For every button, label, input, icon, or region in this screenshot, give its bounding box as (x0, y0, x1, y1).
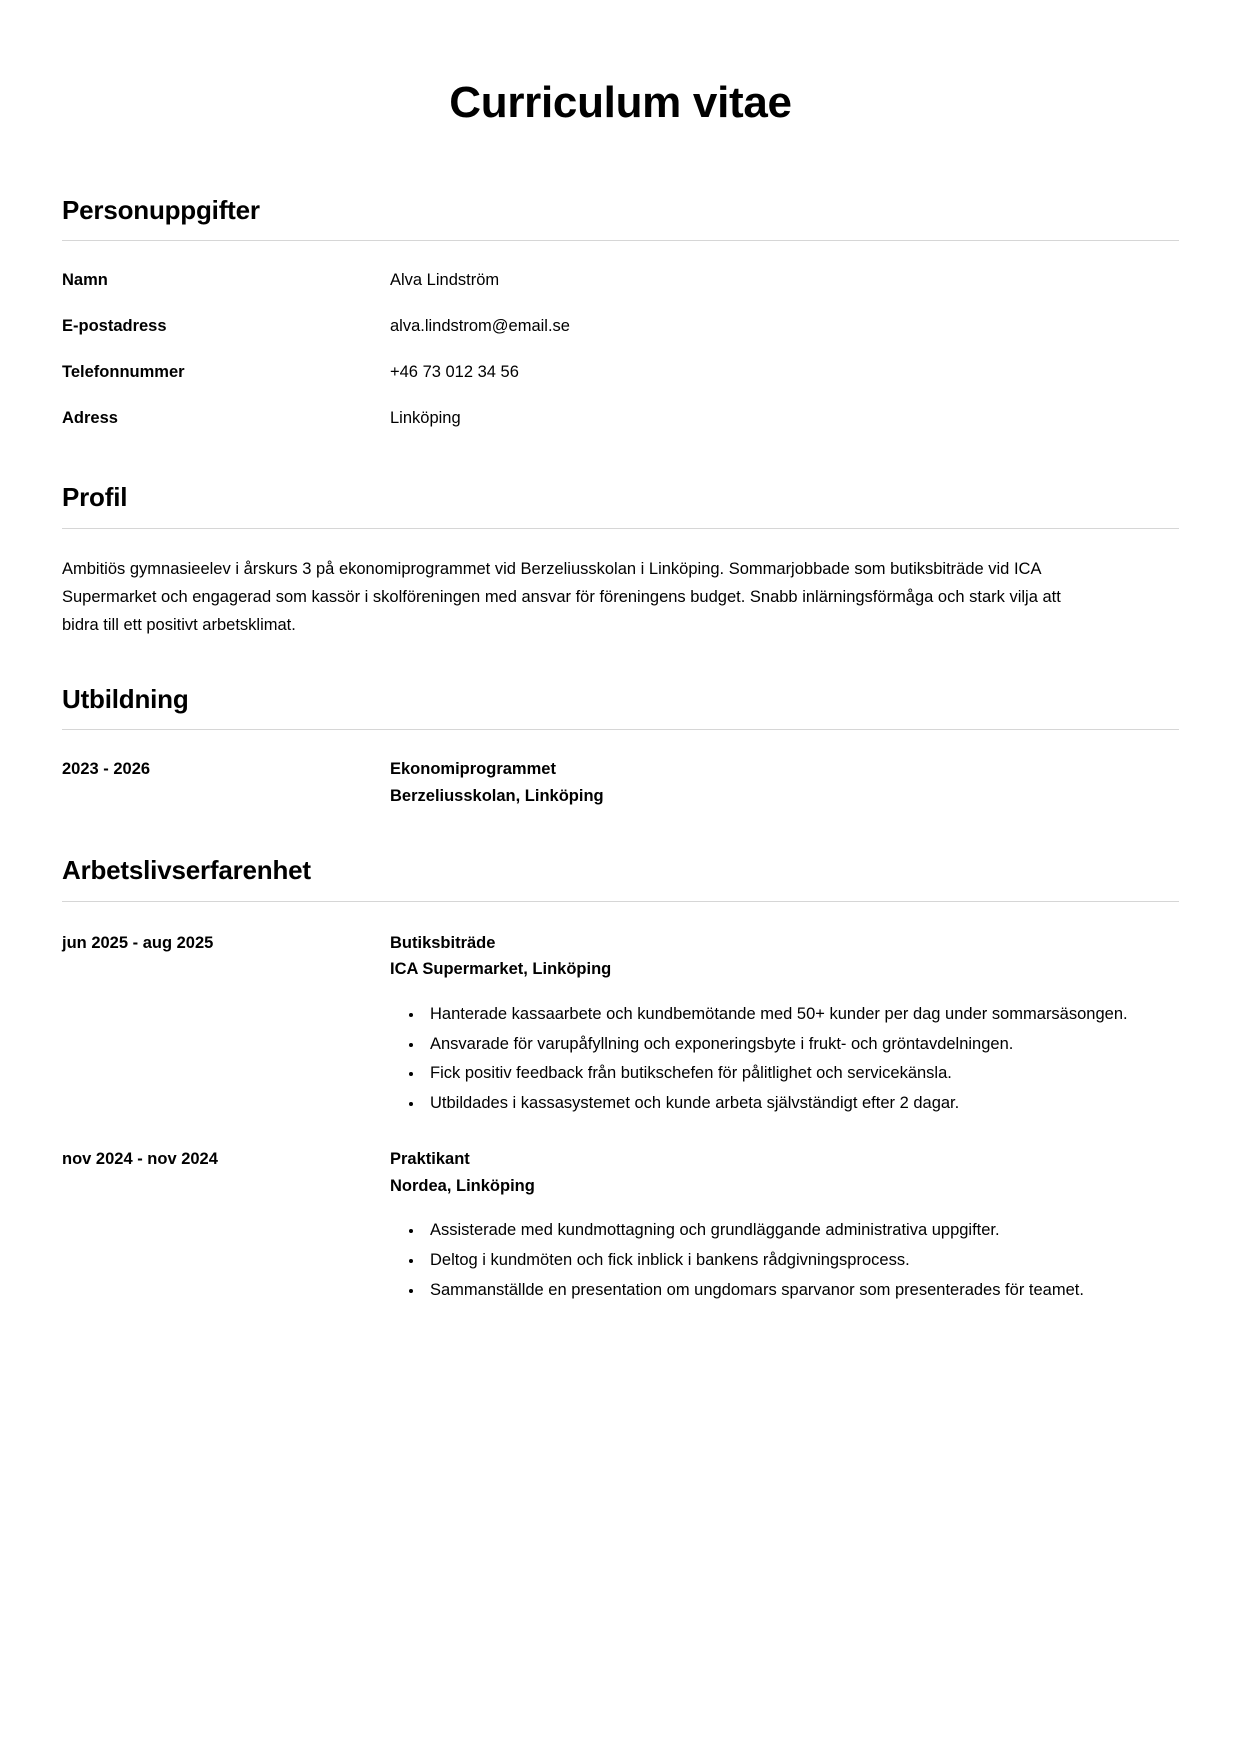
entry-period: nov 2024 - nov 2024 (62, 1149, 218, 1168)
list-item: • Utbildades i kassasystemet och kunde arbeta självständigt efter 2 dagar. (424, 1090, 1179, 1118)
profile-summary-text: Ambitiös gymnasieelev i årskurs 3 på ekonomiprogrammet vid Berzeliusskolan i Linköping. Sommarjobbade som butiksbiträde vid ICA Supermarket och engagerad som kassör i skolföreningen med ansvar för föreningens budget. Snabb inlärningsförmåga och stark vilja att bidra till ett positivt arbetsklimat. (62, 559, 1061, 635)
detail-label: Telefonnummer (62, 362, 185, 381)
detail-row (62, 269, 1179, 293)
experience-entry (62, 1146, 1179, 1307)
list-item: • Ansvarade för varupåfyllning och exponeringsbyte i frukt- och gröntavdelningen. (424, 1031, 1179, 1059)
section-divider (62, 240, 1179, 241)
entry-role: Butiksbiträde (390, 933, 496, 952)
detail-label: Adress (62, 408, 118, 427)
list-item: • Assisterade med kundmottagning och grundläggande administrativa uppgifter. (424, 1217, 1179, 1245)
entry-details (390, 756, 1179, 809)
detail-row (62, 315, 1179, 339)
section-heading-profile: Profil (62, 482, 128, 513)
entry-organisation: ICA Supermarket, Linköping (390, 960, 612, 979)
detail-label: E-postadress (62, 316, 167, 335)
experience-entry (62, 930, 1179, 1120)
list-item: • Hanterade kassaarbete och kundbemötande med 50+ kunder per dag under sommarsäsongen. (424, 1001, 1179, 1029)
entry-period: jun 2025 - aug 2025 (62, 933, 214, 952)
profile-body (62, 555, 1179, 640)
section-heading-experience: Arbetslivserfarenhet (62, 855, 311, 886)
list-item: • Fick positiv feedback från butikschefen för pålitlighet och servicekänsla. (424, 1060, 1179, 1088)
detail-value: Linköping (390, 408, 461, 427)
section-divider (62, 528, 1179, 529)
entry-bullet-list (390, 1217, 1179, 1304)
section-experience (62, 855, 1179, 1306)
list-item: • Deltog i kundmöten och fick inblick i bankens rådgivningsprocess. (424, 1247, 1179, 1275)
section-divider (62, 729, 1179, 730)
detail-value: Alva Lindström (390, 270, 500, 289)
section-profile (62, 482, 1179, 639)
section-heading-personal: Personuppgifter (62, 194, 260, 225)
detail-value: alva.lindstrom@email.se (390, 316, 570, 335)
section-education (62, 684, 1179, 810)
experience-list (62, 930, 1179, 1307)
entry-bullet-list (390, 1001, 1179, 1118)
detail-row (62, 361, 1179, 385)
page-title: Curriculum vitae (449, 78, 792, 127)
section-personal-details (62, 195, 1179, 431)
personal-details-list (62, 269, 1179, 431)
entry-details (390, 1146, 1179, 1307)
entry-period: 2023 - 2026 (62, 759, 151, 778)
detail-row (62, 407, 1179, 431)
education-list (62, 756, 1179, 809)
entry-role: Ekonomiprogrammet (390, 759, 556, 778)
detail-label: Namn (62, 270, 108, 289)
entry-details (390, 930, 1179, 1120)
entry-role: Praktikant (390, 1149, 470, 1168)
detail-value: +46 73 012 34 56 (390, 362, 519, 381)
education-entry (62, 756, 1179, 809)
entry-organisation: Nordea, Linköping (390, 1176, 535, 1195)
entry-organisation: Berzeliusskolan, Linköping (390, 786, 604, 805)
section-heading-education: Utbildning (62, 683, 189, 714)
list-item: • Sammanställde en presentation om ungdomars sparvanor som presenterades för teamet. (424, 1277, 1179, 1305)
section-divider (62, 901, 1179, 902)
